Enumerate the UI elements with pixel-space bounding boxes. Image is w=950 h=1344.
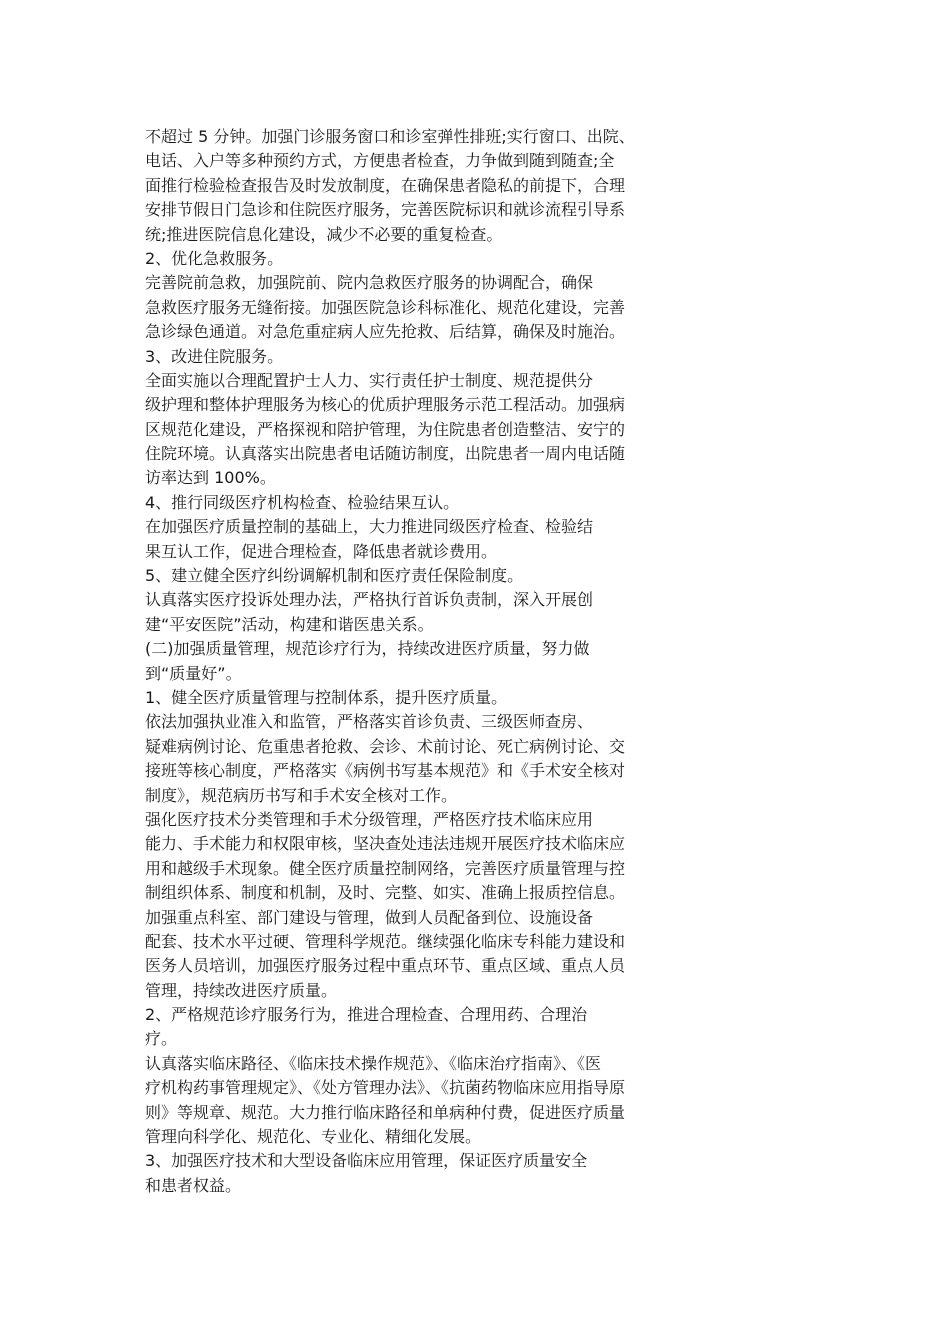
text-line: 急救医疗服务无缝衔接。加强医院急诊科标准化、规范化建设，完善 xyxy=(145,297,626,317)
text-line: 认真落实医疗投诉处理办法，严格执行首诉负责制，深入开展创 xyxy=(145,590,594,610)
text-line: 不超过 5 分钟。加强门诊服务窗口和诊室弹性排班;实行窗口、出院、 xyxy=(145,127,635,146)
text-line: 2、严格规范诊疗服务行为，推进合理检查、合理用药、合理治 xyxy=(145,1005,588,1025)
text-line: 3、改进住院服务。 xyxy=(145,346,284,366)
text-line: 完善院前急救，加强院前、院内急救医疗服务的协调配合，确保 xyxy=(145,273,594,293)
text-line: 认真落实临床路径、《临床技术操作规范》、《临床治疗指南》、《医 xyxy=(145,1053,602,1073)
text-line: 面推行检验检查报告及时发放制度，在确保患者隐私的前提下，合理 xyxy=(145,175,626,195)
text-line: (二)加强质量管理，规范诊疗行为，持续改进医疗质量，努力做 xyxy=(145,639,590,659)
document-body xyxy=(145,125,785,1198)
text-line: 在加强医疗质量控制的基础上，大力推进同级医疗检查、检验结 xyxy=(145,517,594,537)
text-line: 用和越级手术现象。健全医疗质量控制网络，完善医疗质量管理与控 xyxy=(145,858,626,878)
text-line: 全面实施以合理配置护士人力、实行责任护士制度、规范提供分 xyxy=(145,370,594,390)
text-line: 5、建立健全医疗纠纷调解机制和医疗责任保险制度。 xyxy=(145,566,524,586)
text-line: 配套、技术水平过硬、管理科学规范。继续强化临床专科能力建设和 xyxy=(145,931,626,951)
text-line: 制度》，规范病历书写和手术安全核对工作。 xyxy=(145,785,458,805)
text-line: 住院环境。认真落实出院患者电话随访制度，出院患者一周内电话随 xyxy=(145,444,626,464)
text-line: 疑难病例讨论、危重患者抢救、会诊、术前讨论、死亡病例讨论、交 xyxy=(145,736,626,756)
text-line: 安排节假日门急诊和住院医疗服务，完善医院标识和就诊流程引导系 xyxy=(145,200,626,220)
text-line: 加强重点科室、部门建设与管理，做到人员配备到位、设施设备 xyxy=(145,907,594,927)
text-line: 医务人员培训，加强医疗服务过程中重点环节、重点区域、重点人员 xyxy=(145,956,626,976)
text-line: 制组织体系、制度和机制，及时、完整、如实、准确上报质控信息。 xyxy=(145,883,626,903)
text-line: 急诊绿色通道。对急危重症病人应先抢救、后结算，确保及时施治。 xyxy=(145,322,626,342)
text-line: 能力、手术能力和权限审核，坚决查处违法违规开展医疗技术临床应 xyxy=(145,834,626,854)
text-line: 电话、入户等多种预约方式，方便患者检查，力争做到随到随查;全 xyxy=(145,151,615,171)
text-line: 3、加强医疗技术和大型设备临床应用管理，保证医疗质量安全 xyxy=(145,1151,588,1171)
text-line: 和患者权益。 xyxy=(145,1175,242,1195)
text-line: 管理，持续改进医疗质量。 xyxy=(145,980,338,1000)
text-line: 2、优化急救服务。 xyxy=(145,248,284,268)
text-line: 疗机构药事管理规定》、《处方管理办法》、《抗菌药物临床应用指导原 xyxy=(145,1078,626,1098)
text-line: 则》等规章、规范。大力推行临床路径和单病种付费，促进医疗质量 xyxy=(145,1102,626,1122)
text-line: 1、健全医疗质量管理与控制体系，提升医疗质量。 xyxy=(145,687,508,707)
text-line: 统;推进医院信息化建设，减少不必要的重复检查。 xyxy=(145,224,503,244)
text-line: 区规范化建设，严格探视和陪护管理，为住院患者创造整洁、安宁的 xyxy=(145,419,626,439)
text-line: 访率达到 100%。 xyxy=(145,468,276,488)
text-line: 果互认工作，促进合理检查，降低患者就诊费用。 xyxy=(145,541,498,561)
text-line: 疗。 xyxy=(145,1029,178,1049)
text-line: 级护理和整体护理服务为核心的优质护理服务示范工程活动。加强病 xyxy=(145,395,626,415)
text-line: 建“平安医院”活动，构建和谐医患关系。 xyxy=(145,614,434,634)
text-line: 强化医疗技术分类管理和手术分级管理，严格医疗技术临床应用 xyxy=(145,809,594,829)
text-line: 到“质量好”。 xyxy=(145,663,242,683)
text-line: 接班等核心制度，严格落实《病例书写基本规范》和《手术安全核对 xyxy=(145,761,626,781)
text-line: 管理向科学化、规范化、专业化、精细化发展。 xyxy=(145,1127,482,1147)
text-line: 依法加强执业准入和监管，严格落实首诊负责、三级医师查房、 xyxy=(145,712,594,732)
text-line: 4、推行同级医疗机构检查、检验结果互认。 xyxy=(145,492,460,512)
